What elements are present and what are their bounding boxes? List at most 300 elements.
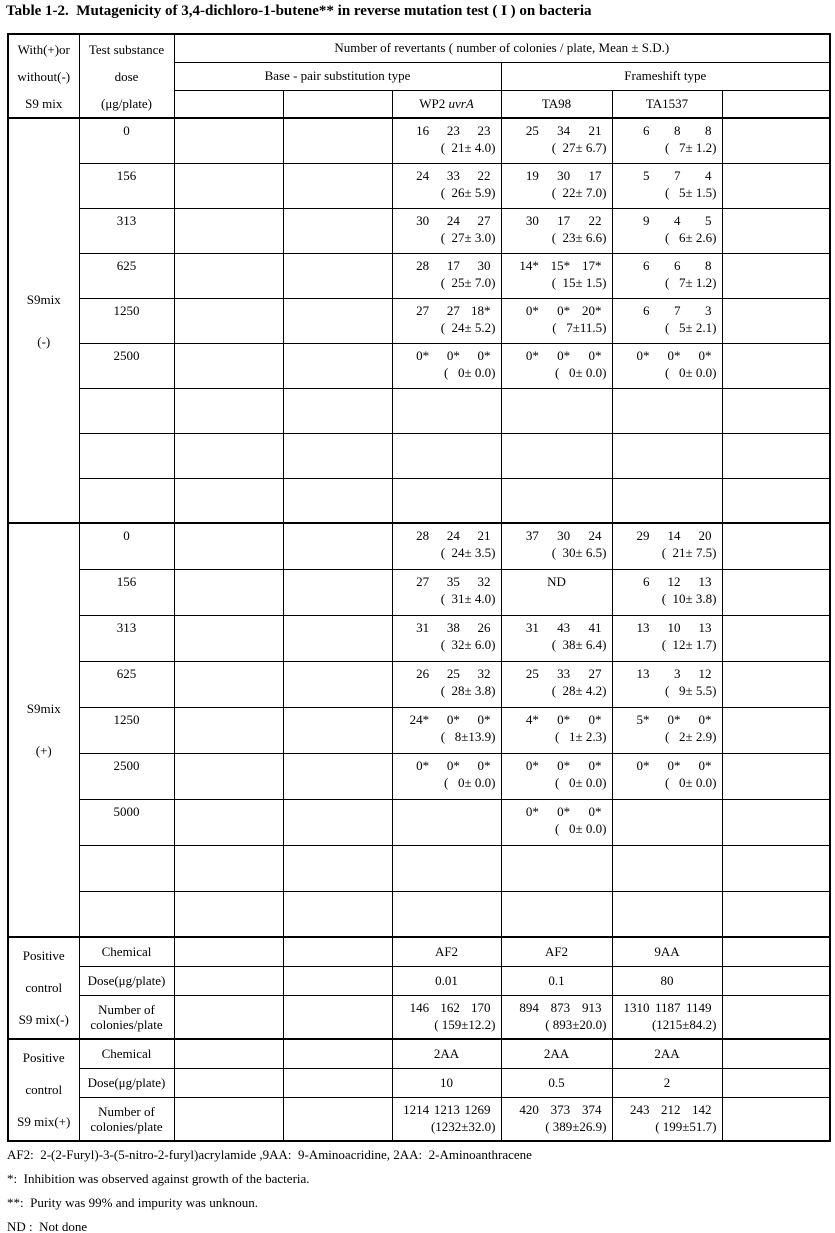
result-cell [722,478,830,523]
result-cell [283,753,392,799]
plate-counts [502,164,612,184]
plate-counts [393,570,501,590]
plate-count-value: 30 [557,167,571,183]
count-row-label-line: Number of [98,1001,155,1017]
mean-sd-value: ( 7± 1.2) [664,140,717,155]
plate-count-value: 5* [636,711,650,727]
plate-count-value: 0* [667,757,681,773]
mean-sd-value: ( 0± 0.0) [443,364,496,380]
plate-count-value: 0* [525,302,539,318]
result-cell [283,523,392,569]
mean-sd-value: ( 21± 4.0) [440,140,496,155]
result-cell [392,891,501,937]
section-label-cell [8,523,79,937]
table-row [8,615,830,661]
result-cell [501,569,612,615]
plate-count-value: 9 [643,212,650,228]
mean-sd-value: ( 5± 1.5) [664,184,717,200]
plate-counts [613,164,722,184]
result-cell [392,1097,501,1141]
plate-count-value: 27 [416,573,430,589]
plate-counts [613,616,722,636]
result-cell [283,343,392,388]
result-cell [722,208,830,253]
plate-count-value: 30 [416,212,430,228]
result-cell [612,753,722,799]
mean-sd-value: ( 0± 0.0) [443,774,496,790]
result-cell [612,388,722,433]
result-cell [722,253,830,298]
dose-value-cell: 2 [612,1068,722,1097]
section-label-cell [8,118,79,523]
dose-cell: 313 [79,208,174,253]
mean-sd-value: ( 9± 5.5) [664,682,717,698]
dose-header-line: (μg/plate) [100,95,152,111]
plate-count-value: 0* [557,302,571,318]
plate-count-value: 18* [471,302,491,318]
section-label-line: (+) [35,743,52,758]
result-cell [612,478,722,523]
plate-count-value: 0* [525,757,539,773]
plate-count-value: 4* [525,711,539,727]
plate-counts [613,254,722,274]
plate-count-value: 37 [525,528,539,543]
plate-count-value: 12 [667,573,681,589]
footnotes [7,1148,532,1233]
result-cell [392,478,501,523]
result-cell [283,891,392,937]
plate-count-value: 212 [661,1101,681,1117]
plate-count-value: 38 [446,619,460,635]
dose-cell: 156 [79,163,174,208]
plate-count-value: 27 [588,665,602,681]
plate-count-value: 25 [525,665,539,681]
positive-control-label-line: Positive [22,948,65,963]
result-cell [392,208,501,253]
plate-count-value: 5 [643,167,650,183]
plate-count-value: 27 [446,302,460,318]
positive-control-label-line: Positive [22,1050,65,1065]
footnote-nd: ND : Not done [7,1219,88,1233]
plate-count-value: 13 [636,619,650,635]
plate-count-value: 20 [698,528,712,543]
plate-count-value: 0* [667,711,681,727]
plate-counts [393,662,501,682]
plate-count-value: 31 [416,619,430,635]
result-cell [283,1097,392,1141]
plate-count-value: 32 [477,573,491,589]
footnote-chemical-abbreviations: AF2: 2-(2-Furyl)-3-(5-nitro-2-furyl)acrylamide ,9AA: 9-Aminoacridine, 2AA: 2-Aminoanthracene [7,1147,532,1162]
table-row [8,753,830,799]
result-cell [722,388,830,433]
mean-sd-value: ( 7±11.5) [552,319,607,335]
plate-count-value: 0* [636,347,650,363]
plate-count-value: 0* [698,347,712,363]
header-row-1 [8,34,830,62]
result-cell [722,343,830,388]
mean-sd-value: ( 24± 3.5) [440,545,496,560]
plate-count-value: 33 [446,167,460,183]
table-row [8,661,830,707]
mean-sd-value: ( 28± 4.2) [551,682,607,698]
plate-count-value: 8 [705,257,712,273]
dose-column-header [79,34,174,118]
dose-header-line: Test substance [88,41,165,57]
plate-counts [393,524,501,544]
plate-count-value: 0* [446,347,460,363]
plate-count-value: 873 [550,999,571,1015]
result-cell [392,707,501,753]
plate-count-value: 1149 [685,999,712,1015]
table-body [8,118,830,1141]
plate-count-value: 243 [630,1101,650,1117]
plate-counts [502,119,612,139]
plate-count-value: 0* [588,803,602,819]
plate-count-value: 1187 [654,999,681,1015]
result-cell [612,343,722,388]
plate-counts [502,254,612,274]
plate-counts [393,616,501,636]
plate-count-value: 22 [588,212,602,228]
result-cell [612,433,722,478]
plate-count-value: 8 [674,123,681,138]
result-cell [612,891,722,937]
plate-counts [613,1098,722,1118]
result-cell [283,615,392,661]
result-cell [501,208,612,253]
plate-count-value: 0* [698,757,712,773]
plate-count-value: 17 [557,212,571,228]
plate-count-value: 142 [692,1101,712,1117]
plate-count-value: 6 [674,257,681,273]
strain-uvra-label: uvrA [448,95,474,111]
plate-counts [393,996,501,1016]
result-cell [722,995,830,1039]
plate-count-value: 35 [446,573,460,589]
plate-count-value: 162 [440,999,460,1015]
plate-count-value: 0* [557,757,571,773]
table-row [8,253,830,298]
chemical-cell [283,1039,392,1068]
strain-header-blank-3 [722,90,830,118]
plate-count-value: 6 [643,123,650,138]
mean-sd-value: ( 25± 7.0) [440,274,496,290]
result-cell [174,343,283,388]
table-row [8,995,830,1039]
plate-count-value: 1213 [433,1101,460,1117]
dose-cell: 2500 [79,753,174,799]
dose-cell: 625 [79,253,174,298]
plate-count-value: 0* [557,347,571,363]
result-cell [174,298,283,343]
table-row [8,1068,830,1097]
result-cell [174,799,283,845]
table-row [8,569,830,615]
chemical-cell: 2AA [501,1039,612,1068]
plate-count-value: 21 [477,528,491,543]
plate-count-value: 29 [636,528,650,543]
table-row [8,799,830,845]
plate-count-value: 31 [525,619,539,635]
revertants-header: Number of revertants ( number of colonies / plate, Mean ± S.D.) [174,34,830,62]
chemical-cell: 9AA [612,937,722,966]
plate-count-value: 24* [409,711,430,727]
mean-sd-value: ( 10± 3.8) [661,590,717,606]
result-cell [174,208,283,253]
plate-count-value: 14 [667,528,681,543]
plate-count-value: 43 [557,619,571,635]
result-cell [283,208,392,253]
result-cell [174,523,283,569]
result-cell [392,995,501,1039]
mean-sd-value: ( 31± 4.0) [440,590,496,606]
result-cell [392,661,501,707]
result-cell [612,707,722,753]
result-cell [283,995,392,1039]
mean-sd-value: (1232±32.0) [430,1118,496,1134]
result-cell [283,478,392,523]
plate-count-value: 24 [588,528,602,543]
positive-control-label-line: S9 mix(+) [17,1114,71,1129]
plate-count-value: 6 [643,257,650,273]
dose-value-cell: 10 [392,1068,501,1097]
positive-control-label [9,1042,79,1138]
dose-value-cell: 80 [612,966,722,995]
result-cell [174,845,283,891]
plate-counts [502,800,612,820]
dose-value-cell: 0.1 [501,966,612,995]
mean-sd-value: ( 30± 6.5) [551,545,607,560]
result-cell [392,523,501,569]
dose-value-cell: 0.5 [501,1068,612,1097]
mean-sd-value: ( 6± 2.6) [664,229,717,245]
plate-count-value: 17* [581,257,602,273]
mean-sd-value: ( 26± 5.9) [440,184,496,200]
result-cell [174,569,283,615]
plate-count-value: 894 [519,999,539,1015]
mean-sd-value: ( 22± 7.0) [551,184,607,200]
plate-count-value: 0* [446,711,460,727]
plate-count-value: 33 [557,665,571,681]
positive-control-label-cell [8,1039,79,1141]
result-cell [283,799,392,845]
mean-sd-value: ( 21± 7.5) [661,545,717,560]
plate-counts [502,299,612,319]
mean-sd-value: ( 0± 0.0) [554,774,607,790]
result-cell [501,707,612,753]
plate-count-value: 23 [446,123,460,138]
result-cell [501,163,612,208]
chemical-row-label: Chemical [79,1039,174,1068]
result-cell [392,845,501,891]
mean-sd-value: ( 7± 1.2) [664,274,717,290]
plate-count-value: 30 [477,257,491,273]
dose-cell: 625 [79,661,174,707]
plate-count-value: 8 [705,123,712,138]
plate-counts [502,524,612,544]
result-cell [283,661,392,707]
plate-counts [393,754,501,774]
result-cell [722,615,830,661]
result-cell [174,478,283,523]
plate-count-value: 25 [525,123,539,138]
table-row [8,707,830,753]
result-cell [283,298,392,343]
dose-cell: 1250 [79,298,174,343]
plate-counts [613,754,722,774]
not-done-label: ND [547,573,566,589]
plate-count-value: 23 [477,123,491,138]
plate-count-value: 24 [416,167,430,183]
plate-counts [502,708,612,728]
result-cell [612,615,722,661]
strain-header-blank-1 [174,90,283,118]
mean-sd-value: ( 0± 0.0) [554,820,607,836]
footnote-double-asterisk: **: Purity was 99% and impurity was unknoun. [7,1195,258,1210]
plate-count-value: 0* [636,757,650,773]
result-cell [174,253,283,298]
section-label-line: (-) [37,333,51,349]
result-cell [283,253,392,298]
result-cell [722,753,830,799]
result-cell [612,569,722,615]
chemical-cell: AF2 [501,937,612,966]
count-row-label [79,995,174,1039]
result-cell [501,523,612,569]
result-cell [612,523,722,569]
strain-wp2-label: WP2 [419,95,449,111]
dose-cell: 5000 [79,799,174,845]
result-cell [501,433,612,478]
mean-sd-value: ( 1± 2.3) [554,728,607,744]
chemical-cell: 2AA [392,1039,501,1068]
chemical-row-label: Chemical [79,937,174,966]
mean-sd-value: ( 159±12.2) [434,1016,496,1032]
plate-count-value: 1269 [464,1101,491,1117]
plate-count-value: 3 [705,302,712,318]
plate-count-value: 16 [416,123,430,138]
result-cell [612,1097,722,1141]
plate-count-value: 0* [667,347,681,363]
plate-count-value: 0* [477,757,491,773]
result-cell [722,523,830,569]
plate-count-value: 20* [581,302,602,318]
result-cell [612,995,722,1039]
base-pair-type-header: Base - pair substitution type [174,62,501,90]
dose-cell: 156 [79,569,174,615]
result-cell [501,298,612,343]
dose-cell [79,891,174,937]
plate-counts [502,209,612,229]
s9-header-line: With(+)or [17,41,70,57]
table-row [8,433,830,478]
s9-header-line: without(-) [17,68,71,84]
plate-count-value: 5 [705,212,712,228]
plate-count-value: 10 [667,619,681,635]
result-cell [722,163,830,208]
result-cell [174,995,283,1039]
mean-sd-value: ( 24± 5.2) [440,319,496,335]
count-row-label-line: colonies/plate [90,1118,163,1134]
result-cell [612,799,722,845]
chemical-cell [174,937,283,966]
result-cell [174,661,283,707]
plate-count-value: 0* [588,711,602,727]
table-row [8,343,830,388]
plate-count-value: 3 [674,665,681,681]
result-cell [174,388,283,433]
plate-count-value: 27 [416,302,430,318]
mean-sd-value: ( 15± 1.5) [551,274,607,290]
mean-sd-value: ( 23± 6.6) [551,229,607,245]
dose-cell: 313 [79,615,174,661]
plate-count-value: 7 [674,302,681,318]
mean-sd-value: ( 0± 0.0) [664,774,717,790]
section-label-line: S9mix [26,291,61,307]
result-cell [722,845,830,891]
dose-value-cell [174,1068,283,1097]
plate-counts [393,209,501,229]
plate-count-value: 28 [416,257,430,273]
result-cell [501,343,612,388]
result-cell [283,707,392,753]
plate-count-value: 13 [698,619,712,635]
plate-count-value: 26 [416,665,430,681]
result-cell [174,1097,283,1141]
plate-count-value: 12 [698,665,712,681]
mean-sd-value: ( 5± 2.1) [664,319,717,335]
result-cell [174,891,283,937]
result-cell [612,118,722,163]
chemical-cell: 2AA [612,1039,722,1068]
plate-counts [393,1098,501,1118]
table-row [8,478,830,523]
result-cell [722,799,830,845]
plate-count-value: 28 [416,528,430,543]
mean-sd-value: ( 0± 0.0) [554,364,607,380]
dose-value-cell [722,966,830,995]
mean-sd-value: ( 28± 3.8) [440,682,496,698]
plate-counts [393,299,501,319]
result-cell [722,661,830,707]
plate-count-value: 0* [446,757,460,773]
frameshift-type-header: Frameshift type [501,62,830,90]
plate-count-value: 27 [477,212,491,228]
count-row-label-line: Number of [98,1103,155,1119]
plate-count-value: 0* [525,347,539,363]
result-cell [392,615,501,661]
plate-count-value: 170 [471,999,491,1015]
footnote-asterisk: *: Inhibition was observed against growth of the bacteria. [7,1171,310,1186]
mean-sd-value: ( 38± 6.4) [551,636,607,652]
plate-counts [502,1098,612,1118]
table-row [8,966,830,995]
table-row [8,388,830,433]
plate-counts [502,616,612,636]
dose-value-cell [283,966,392,995]
result-cell [501,799,612,845]
table-header [8,34,830,118]
result-cell [174,753,283,799]
strain-header-ta98: TA98 [501,90,612,118]
chemical-cell [174,1039,283,1068]
plate-count-value: 4 [674,212,681,228]
result-cell [174,433,283,478]
result-cell [392,569,501,615]
plate-count-value: 21 [588,123,602,138]
mean-sd-value: ( 27± 3.0) [440,229,496,245]
plate-count-value: 1310 [623,999,650,1015]
